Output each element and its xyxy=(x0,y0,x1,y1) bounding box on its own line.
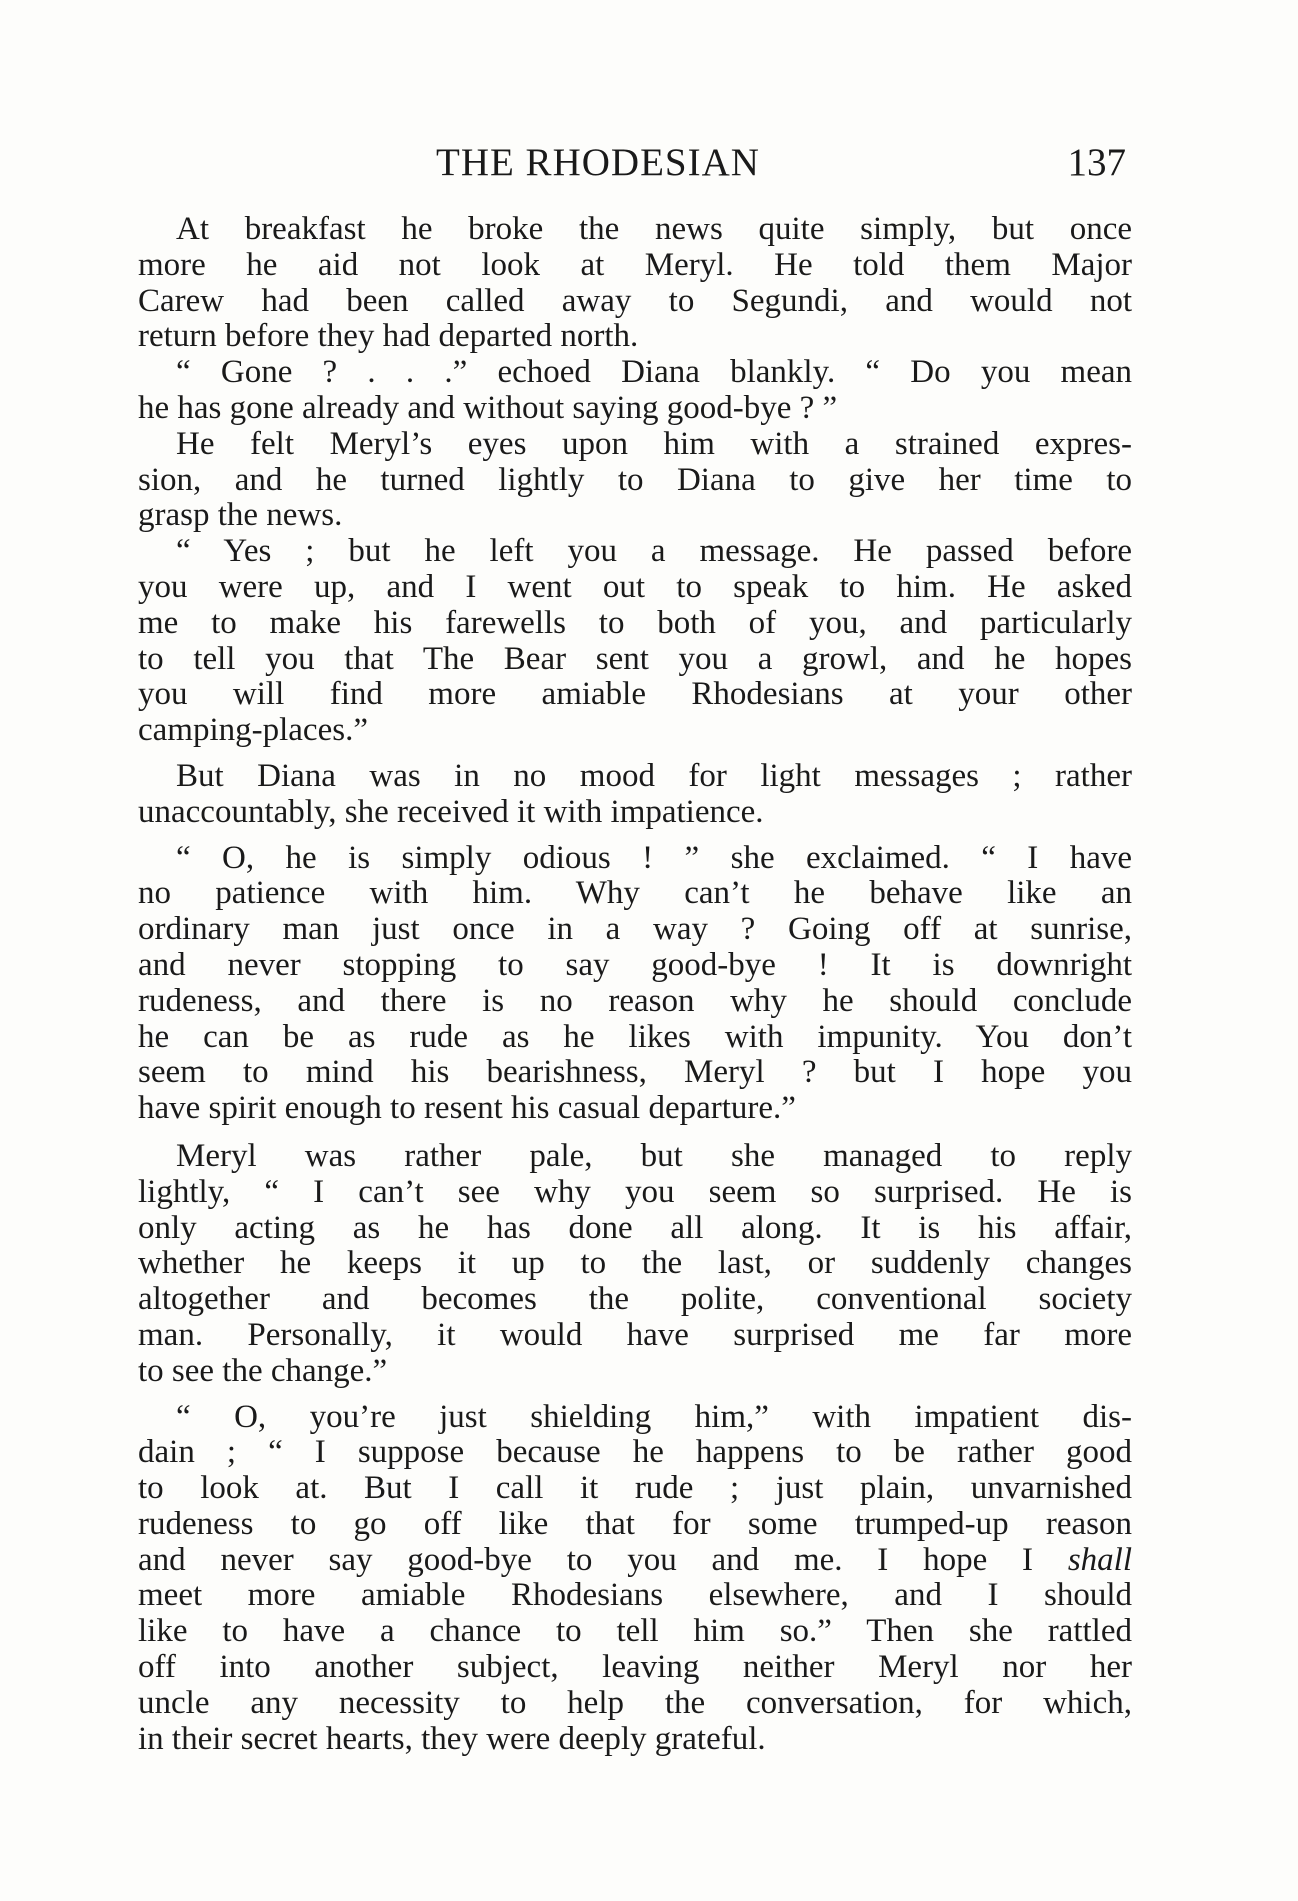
text-line: At breakfast he broke the news quite simply, but once xyxy=(176,211,1132,247)
text-line: me to make his farewells to both of you, and particularly xyxy=(138,604,1132,641)
page-number: 137 xyxy=(1067,141,1126,184)
text-line: to see the change.” xyxy=(138,1352,388,1389)
paragraph-gap xyxy=(138,1390,1132,1400)
text-line: “ O, you’re just shielding him,” with impatient dis- xyxy=(176,1398,1132,1435)
text-line: But Diana was in no mood for light messages ; rather xyxy=(176,757,1132,794)
text-line: you were up, and I went out to speak to him. He asked xyxy=(138,568,1132,605)
text-line: meet more amiable Rhodesians elsewhere, and I should xyxy=(138,1577,1132,1614)
text-line: have spirit enough to resent his casual departure.” xyxy=(138,1090,796,1127)
text-line: dain ; “ I suppose because he happens to be rather good xyxy=(138,1434,1132,1471)
paragraph xyxy=(138,355,1132,427)
text-line: lightly, “ I can’t see why you seem so surprised. He is xyxy=(138,1173,1132,1210)
paragraph xyxy=(138,759,1132,831)
text-line: man. Personally, it would have surprised me far more xyxy=(138,1316,1132,1353)
text-line: uncle any necessity to help the conversation, for which, xyxy=(138,1684,1132,1721)
text-line: camping-places.” xyxy=(138,712,368,749)
text-line: no patience with him. Why can’t he behave like an xyxy=(138,875,1132,912)
body-text xyxy=(138,212,1132,1757)
text-line: sion, and he turned lightly to Diana to give her time to xyxy=(138,461,1132,498)
text-line: rudeness to go off like that for some trumped-up reason xyxy=(138,1505,1132,1542)
text-line: in their secret hearts, they were deeply grateful. xyxy=(138,1720,766,1757)
page-header xyxy=(140,138,1130,188)
text-line: altogether and becomes the polite, conventional society xyxy=(138,1281,1132,1318)
text-line: only acting as he has done all along. It is his affair, xyxy=(138,1209,1132,1246)
italic-word: shall xyxy=(1067,1541,1132,1578)
paragraph xyxy=(138,841,1132,1127)
text-line: return before they had departed north. xyxy=(138,318,639,355)
text-line: more he aid not look at Meryl. He told them Major xyxy=(138,246,1132,283)
text-line: grasp the news. xyxy=(138,497,343,534)
text-line: he can be as rude as he likes with impunity. You don’t xyxy=(138,1018,1132,1055)
paragraph xyxy=(138,1400,1132,1758)
paragraph xyxy=(138,534,1132,749)
text-line: whether he keeps it up to the last, or suddenly changes xyxy=(138,1245,1132,1282)
text-line: ordinary man just once in a way ? Going off at sunrise, xyxy=(138,911,1132,948)
paragraph xyxy=(138,212,1132,355)
text-line: Meryl was rather pale, but she managed to reply xyxy=(176,1137,1132,1174)
text-line: “ O, he is simply odious ! ” she exclaimed. “ I have xyxy=(176,839,1132,876)
text-line: He felt Meryl’s eyes upon him with a strained expres- xyxy=(176,425,1132,462)
text-line: to tell you that The Bear sent you a growl, and he hopes xyxy=(138,640,1132,677)
text-line: off into another subject, leaving neither Meryl nor her xyxy=(138,1649,1132,1686)
text-line: unaccountably, she received it with impatience. xyxy=(138,793,764,830)
text-line: like to have a chance to tell him so.” Then she rattled xyxy=(138,1613,1132,1650)
text-line: and never stopping to say good-bye ! It is downright xyxy=(138,946,1132,983)
text-line: you will find more amiable Rhodesians at your other xyxy=(138,676,1132,713)
text-segment: and never say good-bye to you and me. I hope I xyxy=(138,1541,1068,1578)
text-line: Carew had been called away to Segundi, and would not xyxy=(138,282,1132,319)
paragraph xyxy=(138,427,1132,534)
paragraph xyxy=(138,1139,1132,1390)
text-line xyxy=(138,1543,1132,1579)
text-line: he has gone already and without saying good-bye ? ” xyxy=(138,389,838,426)
text-line: “ Gone ? . . .” echoed Diana blankly. “ Do you mean xyxy=(176,354,1132,391)
text-line: “ Yes ; but he left you a message. He passed before xyxy=(176,533,1132,570)
text-line: to look at. But I call it rude ; just plain, unvarnished xyxy=(138,1470,1132,1507)
text-line: rudeness, and there is no reason why he should conclude xyxy=(138,982,1132,1019)
running-title: THE RHODESIAN xyxy=(436,141,760,184)
text-line: seem to mind his bearishness, Meryl ? but I hope you xyxy=(138,1054,1132,1091)
